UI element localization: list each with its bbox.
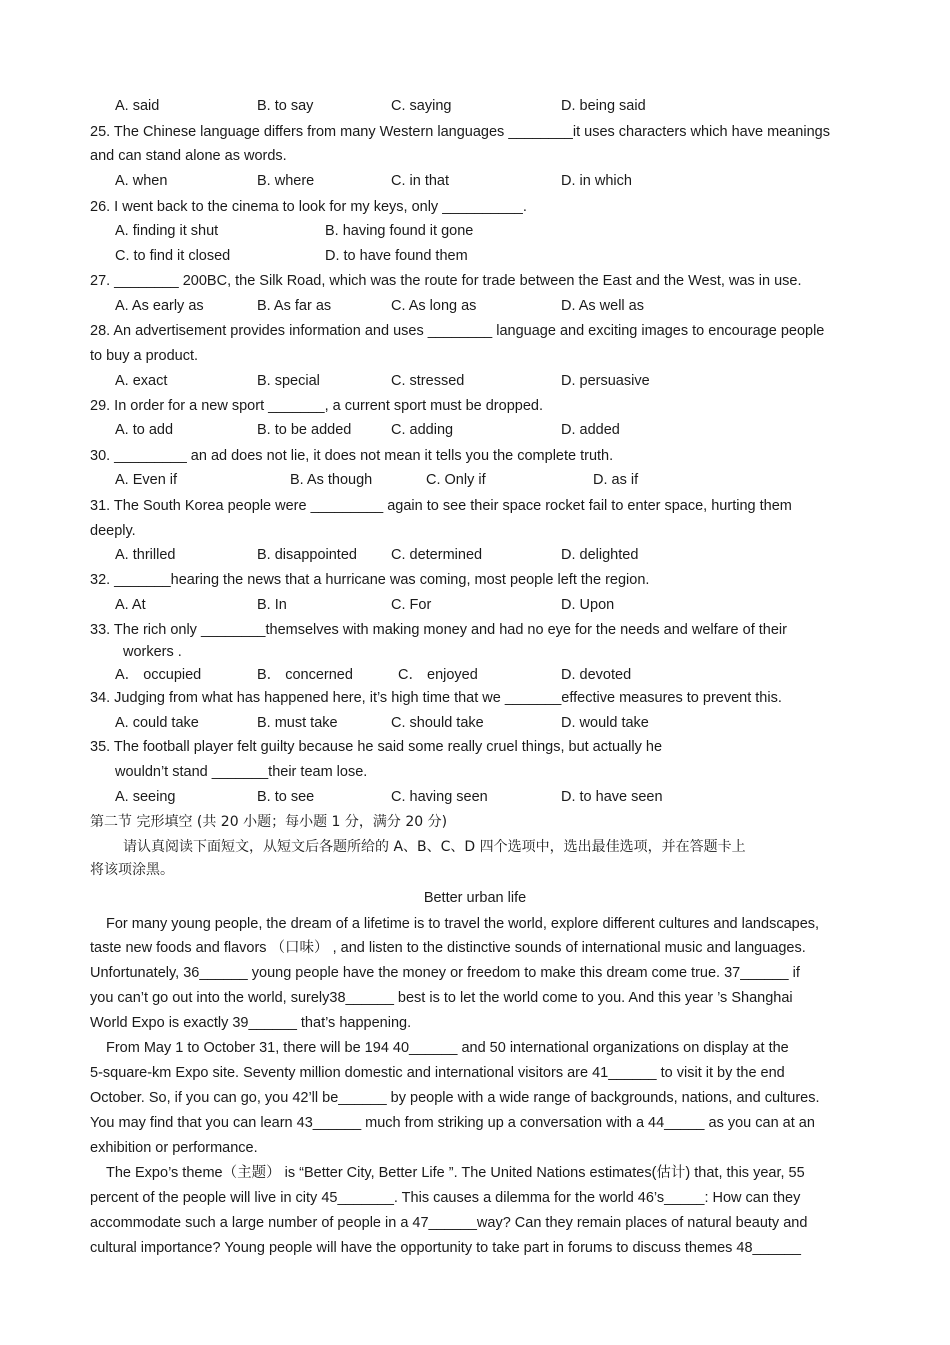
passage-p2-line3: October. So, if you can go, you 42’ll be______ by people with a wide range of backgrounds, nations, and cultures.: [90, 1090, 820, 1106]
q31-option-a: A. thrilled: [115, 547, 176, 563]
passage-p3-line3: accommodate such a large number of people in a 47______way? Can they remain places of natural beauty and: [90, 1215, 808, 1231]
section2-instruction-line2: 将该项涂黑。: [90, 862, 174, 878]
q24-option-c: C. saying: [391, 98, 452, 114]
passage-p2-line2: 5-square-km Expo site. Seventy million domestic and international visitors are 41______ to visit it by the end: [90, 1065, 785, 1081]
q25-option-b: B. where: [257, 173, 315, 189]
q35-option-d: D. to have seen: [561, 789, 663, 805]
passage-title: Better urban life: [423, 890, 527, 906]
q28-stem-line1: 28. An advertisement provides information and uses ________ language and exciting images to encourage people: [90, 323, 825, 339]
q30-option-d: D. as if: [593, 472, 639, 488]
q32-option-a: A. At: [115, 597, 146, 613]
q27-option-a: A. As early as: [115, 298, 204, 314]
q32-option-d: D. Upon: [561, 597, 615, 613]
q28-stem-line2: to buy a product.: [90, 348, 199, 364]
q32-option-c: C. For: [391, 597, 432, 613]
q24-option-d: D. being said: [561, 98, 646, 114]
q31-stem-line1: 31. The South Korea people were _________ again to see their space rocket fail to enter space, hurting them: [90, 498, 792, 514]
q35-stem-line1: 35. The football player felt guilty because he said some really cruel things, but actually he: [90, 739, 663, 755]
q31-stem-line2: deeply.: [90, 523, 136, 539]
q24-option-b: B. to say: [257, 98, 314, 114]
q30-stem: 30. _________ an ad does not lie, it does not mean it tells you the complete truth.: [90, 448, 614, 464]
q29-option-b: B. to be added: [257, 422, 352, 438]
q25-stem-line2: and can stand alone as words.: [90, 148, 287, 164]
q26-option-b: B. having found it gone: [325, 223, 474, 239]
q29-stem: 29. In order for a new sport _______, a current sport must be dropped.: [90, 398, 543, 414]
passage-p2-line5: exhibition or performance.: [90, 1140, 258, 1156]
q34-option-c: C. should take: [391, 715, 484, 731]
q26-option-c: C. to find it closed: [115, 248, 231, 264]
passage-p3-line2: percent of the people will live in city 45_______. This causes a dilemma for the world 46’s_____: How can they: [90, 1190, 801, 1206]
q24-option-a: A. said: [115, 98, 160, 114]
passage-p1-line4: you can’t go out into the world, surely38______ best is to let the world come to you. And this year ’s Shanghai: [90, 990, 793, 1006]
q27-option-c: C. As long as: [391, 298, 477, 314]
q27-option-b: B. As far as: [257, 298, 332, 314]
q33-stem-line2: workers .: [123, 644, 182, 660]
q25-stem-line1: 25. The Chinese language differs from many Western languages ________it uses characters which have meanings: [90, 124, 830, 140]
q27-option-d: D. As well as: [561, 298, 644, 314]
q28-option-d: D. persuasive: [561, 373, 650, 389]
q33-option-c: C． enjoyed: [398, 667, 478, 683]
q35-option-a: A. seeing: [115, 789, 176, 805]
q26-option-d: D. to have found them: [325, 248, 468, 264]
q29-option-a: A. to add: [115, 422, 174, 438]
passage-p2-line1: From May 1 to October 31, there will be 194 40______ and 50 international organizations on display at the: [106, 1040, 789, 1056]
q30-option-b: B. As though: [290, 472, 373, 488]
q33-stem-line1: 33. The rich only ________themselves with making money and had no eye for the needs and welfare of their: [90, 622, 787, 638]
q25-option-d: D. in which: [561, 173, 632, 189]
q27-stem: 27. ________ 200BC, the Silk Road, which was the route for trade between the East and the West, was in use.: [90, 273, 802, 289]
q34-option-a: A. could take: [115, 715, 199, 731]
q29-option-d: D. added: [561, 422, 620, 438]
q33-option-b: B． concerned: [257, 667, 353, 683]
q34-stem: 34. Judging from what has happened here, it’s high time that we _______effective measures to prevent this.: [90, 690, 782, 706]
passage-p3-line1: The Expo’s theme（主题） is “Better City, Better Life ”. The United Nations estimates(估计) that, this year, 55: [106, 1165, 805, 1181]
q35-option-b: B. to see: [257, 789, 315, 805]
passage-p3-line4: cultural importance? Young people will have the opportunity to take part in forums to discuss themes 48______: [90, 1240, 801, 1256]
q30-option-a: A. Even if: [115, 472, 178, 488]
q35-option-c: C. having seen: [391, 789, 488, 805]
q32-option-b: B. In: [257, 597, 287, 613]
q26-option-a: A. finding it shut: [115, 223, 219, 239]
q25-option-c: C. in that: [391, 173, 450, 189]
section2-instruction-line1: 请认真阅读下面短文，从短文后各题所给的 A、B、C、D 四个选项中，选出最佳选项，并在答题卡上: [123, 839, 746, 855]
q33-option-d: D. devoted: [561, 667, 632, 683]
q29-option-c: C. adding: [391, 422, 454, 438]
passage-p1-line1: For many young people, the dream of a lifetime is to travel the world, explore different cultures and landscapes,: [106, 916, 820, 932]
passage-p1-line2: taste new foods and flavors （口味） , and listen to the distinctive sounds of international music and languages.: [90, 940, 806, 956]
q26-stem: 26. I went back to the cinema to look for my keys, only __________.: [90, 199, 527, 215]
q34-option-d: D. would take: [561, 715, 649, 731]
q32-stem: 32. _______hearing the news that a hurricane was coming, most people left the region.: [90, 572, 650, 588]
passage-p1-line3: Unfortunately, 36______ young people have the money or freedom to make this dream come true. 37______ if: [90, 965, 800, 981]
q33-option-a: A． occupied: [115, 667, 202, 683]
q31-option-b: B. disappointed: [257, 547, 357, 563]
q31-option-d: D. delighted: [561, 547, 639, 563]
q30-option-c: C. Only if: [426, 472, 486, 488]
passage-p1-line5: World Expo is exactly 39______ that’s happening.: [90, 1015, 412, 1031]
q28-option-a: A. exact: [115, 373, 168, 389]
q28-option-b: B. special: [257, 373, 320, 389]
section2-heading: 第二节 完形填空 (共 20 小题；每小题 1 分，满分 20 分): [90, 814, 448, 830]
q34-option-b: B. must take: [257, 715, 338, 731]
q25-option-a: A. when: [115, 173, 168, 189]
q31-option-c: C. determined: [391, 547, 483, 563]
q35-stem-line2: wouldn’t stand _______their team lose.: [115, 764, 368, 780]
passage-p2-line4: You may find that you can learn 43______ much from striking up a conversation with a 44_____ as you can at an: [90, 1115, 815, 1131]
q28-option-c: C. stressed: [391, 373, 465, 389]
